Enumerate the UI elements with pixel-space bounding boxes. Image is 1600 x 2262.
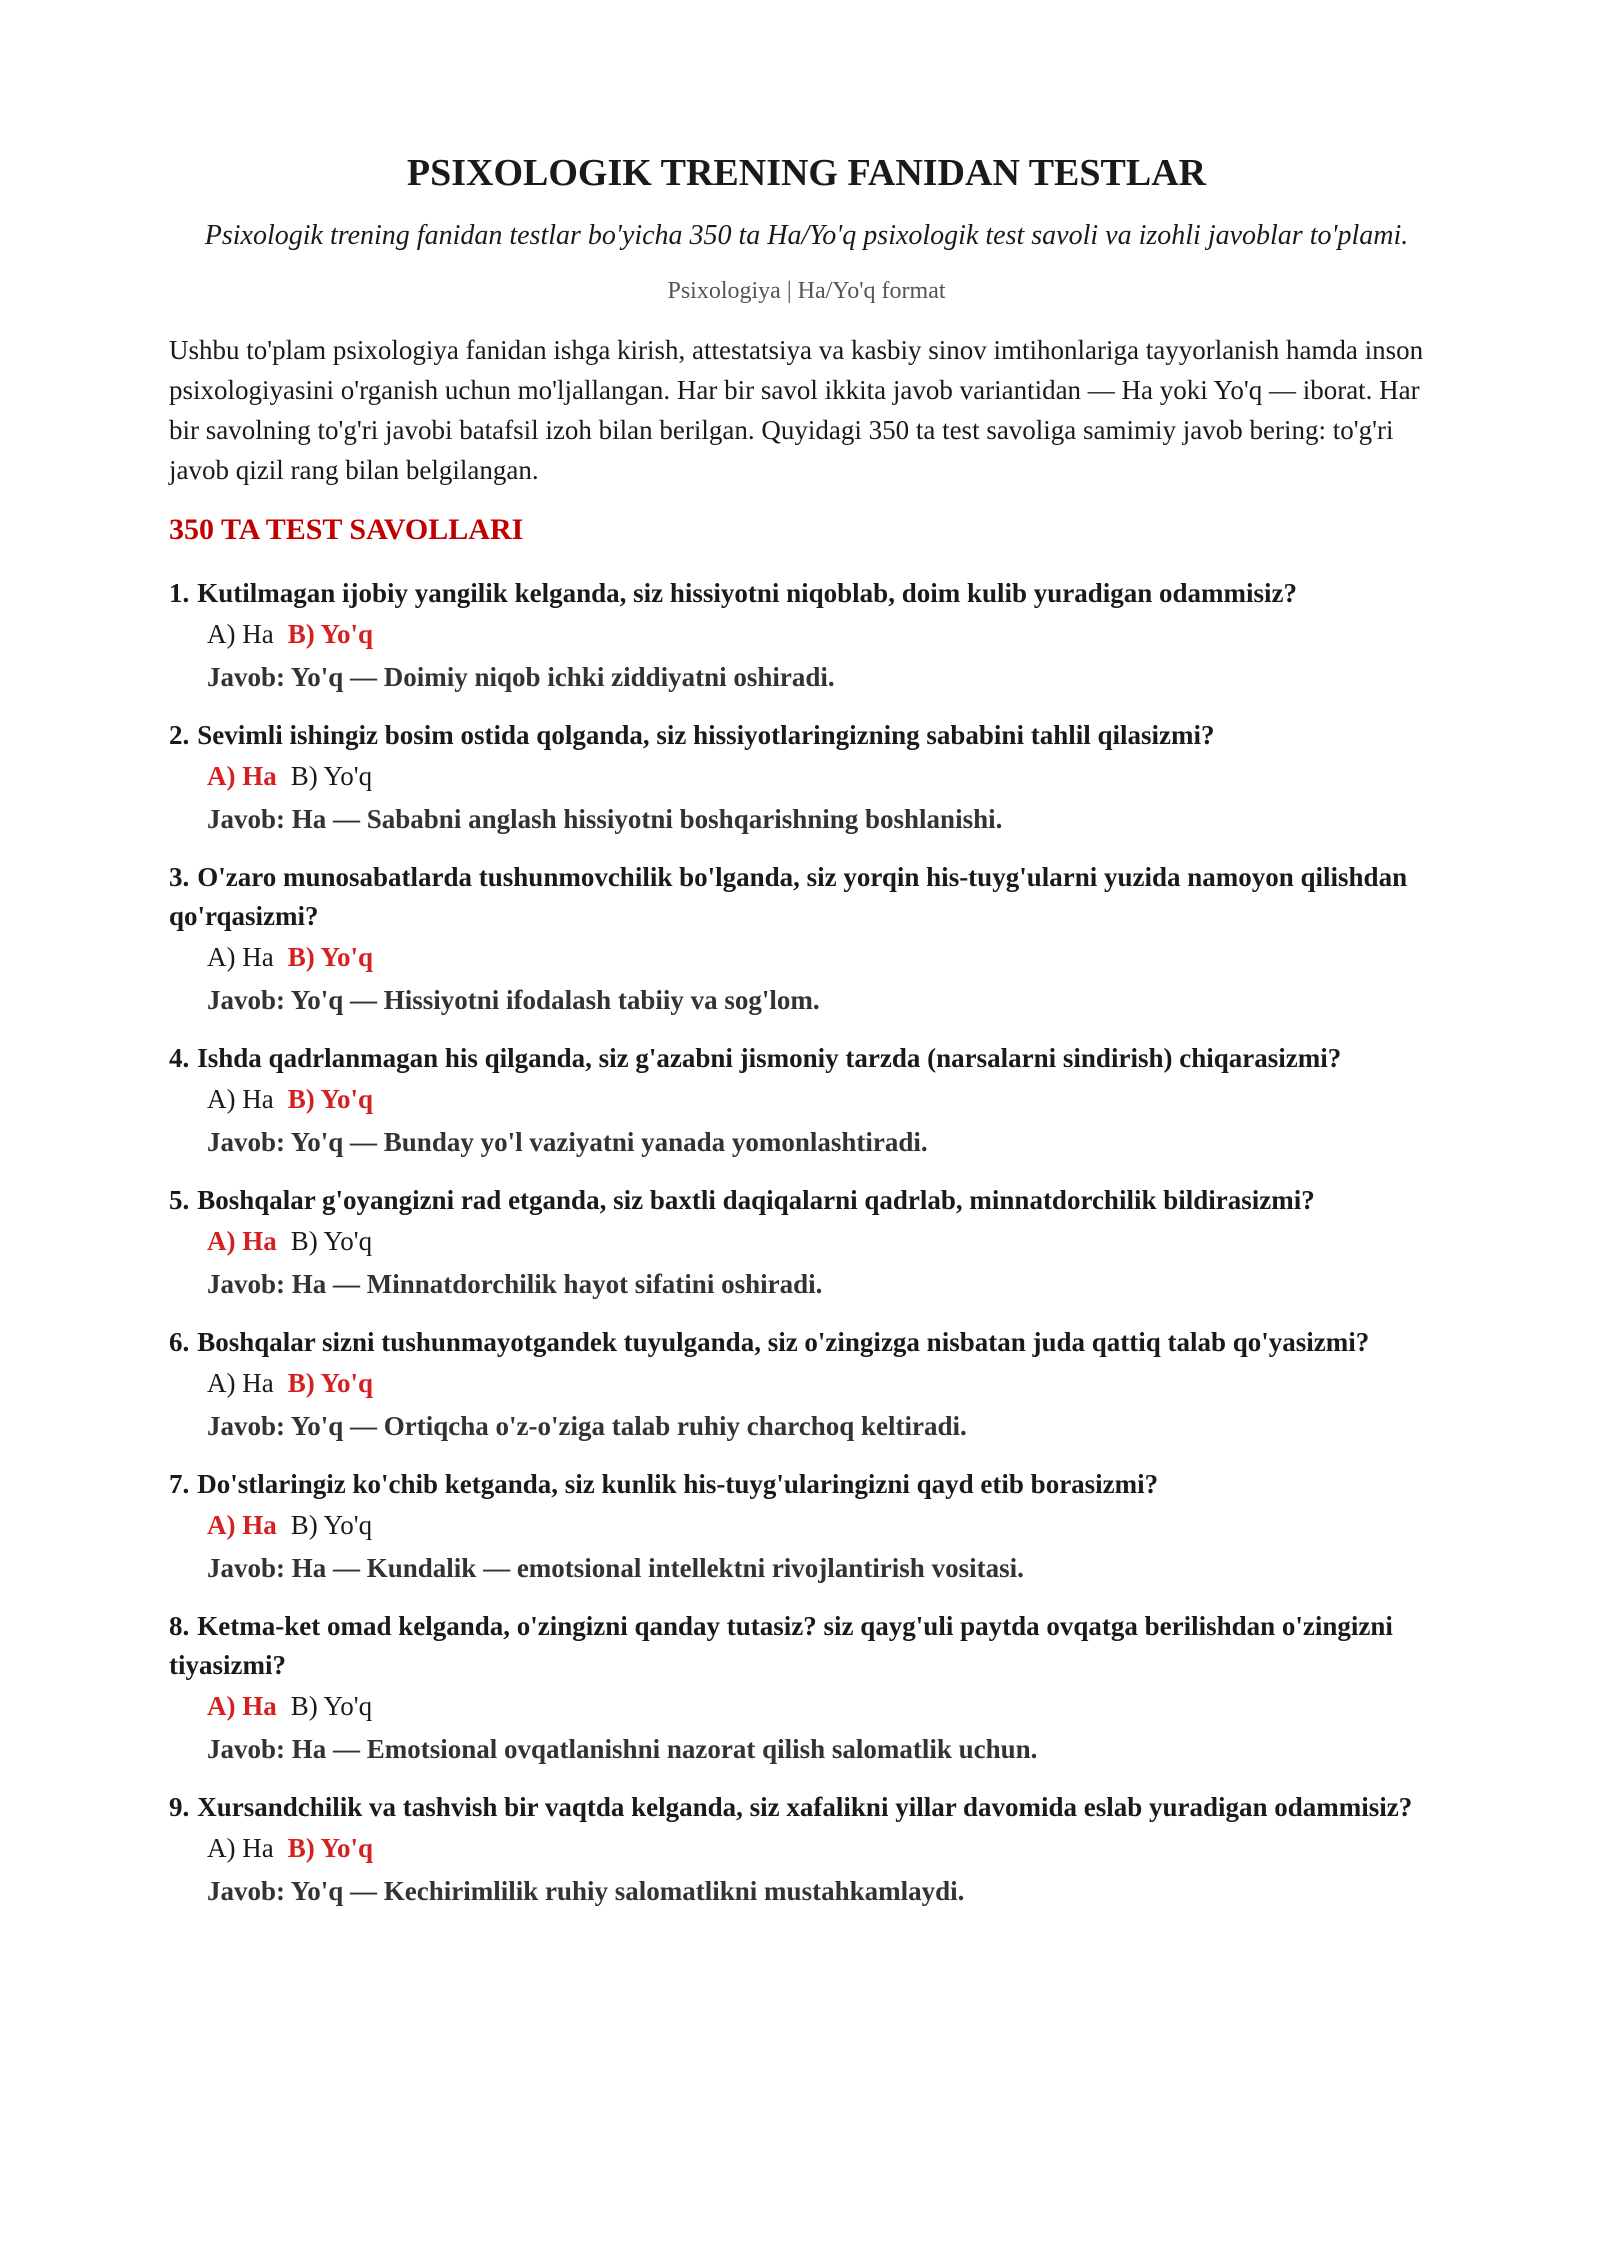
option-a[interactable]: A) Ha [207, 1368, 274, 1398]
question-text: Boshqalar sizni tushunmayotgandek tuyulganda, siz o'zingizga nisbatan juda qattiq talab qo'yasizmi? [197, 1327, 1370, 1357]
question-text-line [169, 1607, 1444, 1685]
question-item [169, 1323, 1444, 1448]
option-a[interactable]: A) Ha [207, 1084, 274, 1114]
option-b[interactable]: B) Yo'q [290, 1691, 373, 1721]
question-text-line [169, 1788, 1444, 1827]
question-text-line [169, 1465, 1444, 1504]
answer-explanation: Javob: Ha — Kundalik — emotsional intellektni rivojlantirish vositasi. [207, 1553, 1024, 1583]
question-number: 6. [169, 1327, 190, 1357]
question-text: Sevimli ishingiz bosim ostida qolganda, siz hissiyotlaringizning sababini tahlil qilasizmi? [197, 720, 1215, 750]
answer-explanation: Javob: Ha — Minnatdorchilik hayot sifatini oshiradi. [207, 1269, 823, 1299]
question-number: 7. [169, 1469, 190, 1499]
document-title: PSIXOLOGIK TRENING FANIDAN TESTLAR [406, 152, 1207, 194]
option-b[interactable]: B) Yo'q [287, 1833, 374, 1863]
option-b[interactable]: B) Yo'q [287, 1084, 374, 1114]
question-item [169, 1181, 1444, 1306]
answer-explanation: Javob: Yo'q — Hissiyotni ifodalash tabiiy va sog'lom. [207, 985, 820, 1015]
answer-options [169, 613, 1444, 656]
answer-options [169, 1685, 1444, 1728]
question-item [169, 858, 1444, 1022]
question-text-line [169, 574, 1444, 613]
option-b[interactable]: B) Yo'q [287, 619, 374, 649]
option-a[interactable]: A) Ha [207, 1691, 277, 1721]
answer-explanation: Javob: Ha — Emotsional ovqatlanishni nazorat qilish salomatlik uchun. [207, 1734, 1038, 1764]
question-number: 8. [169, 1611, 190, 1641]
option-b[interactable]: B) Yo'q [287, 1368, 374, 1398]
question-text-line [169, 1039, 1444, 1078]
question-text: O'zaro munosabatlarda tushunmovchilik bo'lganda, siz yorqin his-tuyg'ularni yuzida namoyon qilishdan qo'rqasizmi? [169, 862, 1408, 931]
question-item [169, 1607, 1444, 1771]
option-b[interactable]: B) Yo'q [290, 761, 373, 791]
option-a[interactable]: A) Ha [207, 942, 274, 972]
answer-options [169, 1827, 1444, 1870]
option-b[interactable]: B) Yo'q [287, 942, 374, 972]
option-b[interactable]: B) Yo'q [290, 1226, 373, 1256]
answer-explanation: Javob: Yo'q — Bunday yo'l vaziyatni yanada yomonlashtiradi. [207, 1127, 928, 1157]
question-text-line [169, 1181, 1444, 1220]
question-item [169, 1788, 1444, 1913]
question-text: Ishda qadrlanmagan his qilganda, siz g'azabni jismoniy tarzda (narsalarni sindirish) chiqarasizmi? [197, 1043, 1342, 1073]
question-text-line [169, 858, 1444, 936]
answer-options [169, 1362, 1444, 1405]
option-a[interactable]: A) Ha [207, 619, 274, 649]
document-page [169, 150, 1444, 1930]
question-item [169, 716, 1444, 841]
question-text: Boshqalar g'oyangizni rad etganda, siz baxtli daqiqalarni qadrlab, minnatdorchilik bildirasizmi? [197, 1185, 1315, 1215]
document-meta: Psixologiya | Ha/Yo'q format [667, 278, 946, 304]
option-a[interactable]: A) Ha [207, 1833, 274, 1863]
question-number: 4. [169, 1043, 190, 1073]
answer-explanation: Javob: Yo'q — Doimiy niqob ichki ziddiyatni oshiradi. [207, 662, 835, 692]
answer-options [169, 1078, 1444, 1121]
question-item [169, 1039, 1444, 1164]
option-a[interactable]: A) Ha [207, 761, 277, 791]
answer-explanation: Javob: Yo'q — Ortiqcha o'z-o'ziga talab ruhiy charchoq keltiradi. [207, 1411, 967, 1441]
answer-options [169, 755, 1444, 798]
question-item [169, 574, 1444, 699]
document-subtitle: Psixologik trening fanidan testlar bo'yicha 350 ta Ha/Yo'q psixologik test savoli va izohli javoblar to'plami. [204, 220, 1409, 251]
question-item [169, 1465, 1444, 1590]
question-number: 2. [169, 720, 190, 750]
question-text: Do'stlaringiz ko'chib ketganda, siz kunlik his-tuyg'ularingizni qayd etib borasizmi? [197, 1469, 1159, 1499]
intro-paragraph: Ushbu to'plam psixologiya fanidan ishga kirish, attestatsiya va kasbiy sinov imtihonlariga tayyorlanish hamda inson psixologiyasini o'rganish uchun mo'ljallangan. Har bir savol ikkita javob variantidan — Ha yoki Yo'q — iborat. Har bir savolning to'g'ri javobi batafsil izoh bilan berilgan. Quyidagi 350 ta test savoliga samimiy javob bering: to'g'ri javob qizil rang bilan belgilangan. [169, 335, 1424, 485]
question-number: 1. [169, 578, 190, 608]
answer-options [169, 1220, 1444, 1263]
option-a[interactable]: A) Ha [207, 1510, 277, 1540]
question-number: 9. [169, 1792, 190, 1822]
answer-options [169, 936, 1444, 979]
section-heading: 350 TA TEST SAVOLLARI [169, 513, 524, 546]
answer-explanation: Javob: Yo'q — Kechirimlilik ruhiy salomatlikni mustahkamlaydi. [207, 1876, 965, 1906]
question-text: Kutilmagan ijobiy yangilik kelganda, siz hissiyotni niqoblab, doim kulib yuradigan odammisiz? [197, 578, 1298, 608]
option-a[interactable]: A) Ha [207, 1226, 277, 1256]
question-text-line [169, 716, 1444, 755]
question-list [169, 574, 1444, 1913]
answer-options [169, 1504, 1444, 1547]
question-text: Ketma-ket omad kelganda, o'zingizni qanday tutasiz? siz qayg'uli paytda ovqatga berilishdan o'zingizni tiyasizmi? [169, 1611, 1393, 1680]
question-text-line [169, 1323, 1444, 1362]
question-text: Xursandchilik va tashvish bir vaqtda kelganda, siz xafalikni yillar davomida eslab yuradigan odammisiz? [197, 1792, 1413, 1822]
answer-explanation: Javob: Ha — Sababni anglash hissiyotni boshqarishning boshlanishi. [207, 804, 1003, 834]
option-b[interactable]: B) Yo'q [290, 1510, 373, 1540]
question-number: 5. [169, 1185, 190, 1215]
question-number: 3. [169, 862, 190, 892]
